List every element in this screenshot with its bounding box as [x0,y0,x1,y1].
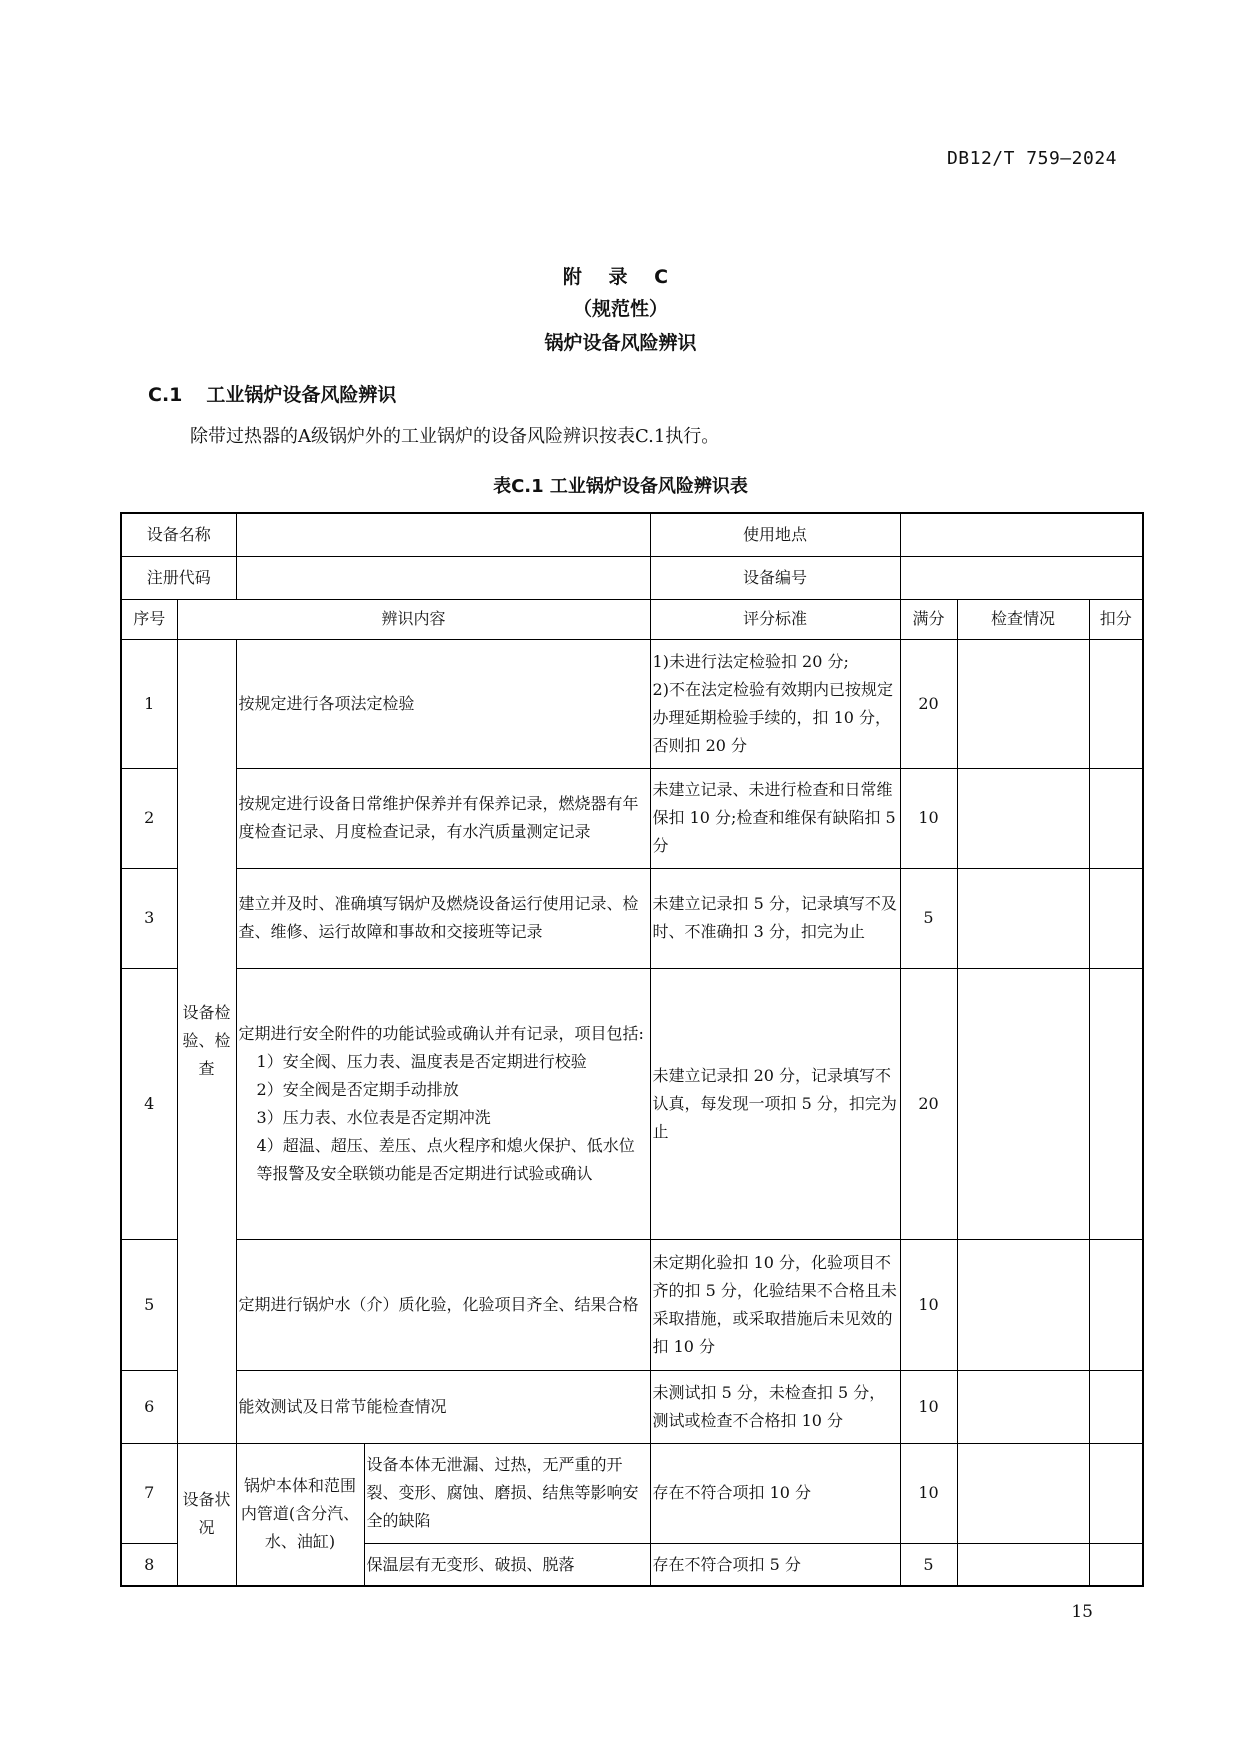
appendix-title: 附 录 C [562,266,679,288]
row-criteria: 存在不符合项扣 10 分 [650,1443,900,1543]
reg-code-label: 注册代码 [121,556,236,599]
device-name-label: 设备名称 [121,513,236,556]
row-inspection-cell[interactable] [957,968,1089,1239]
table-row [121,1443,1143,1543]
row-deduction-cell[interactable] [1089,1239,1143,1371]
category-inspection: 设备检验、检查 [177,640,236,1444]
row-content: 保温层有无变形、破损、脱落 [364,1544,650,1586]
row-seq: 7 [121,1443,177,1543]
table-row [121,869,1143,968]
row-full-score: 5 [900,869,957,968]
row-deduction-cell[interactable] [1089,869,1143,968]
row-full-score: 10 [900,1239,957,1371]
table-row [121,1239,1143,1371]
content-item: 2）安全阀是否定期手动排放 [256,1079,459,1099]
row-seq: 5 [121,1239,177,1371]
row-seq: 3 [121,869,177,968]
row-seq: 2 [121,768,177,868]
appendix-name: 锅炉设备风险辨识 [544,332,697,354]
row-content: 定期进行锅炉水（介）质化验，化验项目齐全、结果合格 [236,1239,650,1371]
device-no-label: 设备编号 [650,556,900,599]
row-criteria: 未定期化验扣 10 分，化验项目不齐的扣 5 分，化验结果不合格且未采取措施，或采取措施后未见效的扣 10 分 [650,1239,900,1371]
header-deduction: 扣分 [1089,599,1143,639]
row-full-score: 20 [900,640,957,769]
row-full-score: 5 [900,1544,957,1586]
criteria-line: 1)未进行法定检验扣 20 分; [652,651,849,671]
reg-code-value[interactable] [236,556,650,599]
row-content [236,968,650,1239]
row-content: 建立并及时、准确填写锅炉及燃烧设备运行使用记录、检查、维修、运行故障和事故和交接班等记录 [236,869,650,968]
location-value[interactable] [900,513,1143,556]
table-caption: 表C.1 工业锅炉设备风险辨识表 [493,476,748,497]
page-number: 15 [1071,1602,1093,1622]
row-deduction-cell[interactable] [1089,640,1143,769]
row-criteria: 未建立记录扣 20 分，记录填写不认真，每发现一项扣 5 分，扣完为止 [650,968,900,1239]
row-seq: 4 [121,968,177,1239]
row-inspection-cell[interactable] [957,869,1089,968]
body-paragraph: 除带过热器的A级锅炉外的工业锅炉的设备风险辨识按表C.1执行。 [190,426,720,447]
subcategory-boiler-body: 锅炉本体和范围内管道(含分汽、水、油缸) [236,1443,364,1586]
row-content: 按规定进行各项法定检验 [236,640,650,769]
row-full-score: 10 [900,1443,957,1543]
row-criteria [650,640,900,769]
row-deduction-cell[interactable] [1089,968,1143,1239]
row-content: 能效测试及日常节能检查情况 [236,1371,650,1443]
row-inspection-cell[interactable] [957,1239,1089,1371]
content-item: 1）安全阀、压力表、温度表是否定期进行校验 [256,1051,587,1071]
header-full-score: 满分 [900,599,957,639]
row-deduction-cell[interactable] [1089,1443,1143,1543]
row-criteria: 未建立记录扣 5 分，记录填写不及时、不准确扣 3 分，扣完为止 [650,869,900,968]
device-no-value[interactable] [900,556,1143,599]
criteria-line: 2)不在法定检验有效期内已按规定办理延期检验手续的，扣 10 分，否则扣 20 分 [652,679,893,755]
section-number: C.1 [148,384,183,406]
row-inspection-cell[interactable] [957,640,1089,769]
table-row [121,968,1143,1239]
risk-identification-table [120,512,1144,1587]
row-criteria: 未测试扣 5 分，未检查扣 5 分，测试或检查不合格扣 10 分 [650,1371,900,1443]
row-seq: 8 [121,1544,177,1586]
row-content: 设备本体无泄漏、过热，无严重的开裂、变形、腐蚀、磨损、结焦等影响安全的缺陷 [364,1443,650,1543]
table-row [121,640,1143,769]
row-inspection-cell[interactable] [957,1544,1089,1586]
row-criteria: 存在不符合项扣 5 分 [650,1544,900,1586]
row-seq: 1 [121,640,177,769]
row-deduction-cell[interactable] [1089,1544,1143,1586]
row-inspection-cell[interactable] [957,1443,1089,1543]
section-title: 工业锅炉设备风险辨识 [206,384,397,406]
row-content: 按规定进行设备日常维护保养并有保养记录，燃烧器有年度检查记录、月度检查记录，有水汽质量测定记录 [236,768,650,868]
header-criteria: 评分标准 [650,599,900,639]
table-row [121,1371,1143,1443]
content-item: 3）压力表、水位表是否定期冲洗 [256,1107,491,1127]
location-label: 使用地点 [650,513,900,556]
row-inspection-cell[interactable] [957,1371,1089,1443]
row-inspection-cell[interactable] [957,768,1089,868]
appendix-type: （规范性） [572,298,668,320]
row-deduction-cell[interactable] [1089,1371,1143,1443]
section-heading [148,380,396,407]
info-row-2 [121,556,1143,599]
row-deduction-cell[interactable] [1089,768,1143,868]
row-full-score: 10 [900,1371,957,1443]
info-row-1 [121,513,1143,556]
header-inspection: 检查情况 [957,599,1089,639]
row-full-score: 10 [900,768,957,868]
content-item: 4）超温、超压、差压、点火程序和熄火保护、低水位等报警及安全联锁功能是否定期进行试验或确认 [256,1135,635,1183]
document-id: DB12/T 759—2024 [946,148,1117,169]
header-content: 辨识内容 [177,599,650,639]
header-seq: 序号 [121,599,177,639]
content-intro: 定期进行安全附件的功能试验或确认并有记录，项目包括: [238,1023,644,1043]
category-condition: 设备状况 [177,1443,236,1586]
row-seq: 6 [121,1371,177,1443]
table-row [121,768,1143,868]
header-row [121,599,1143,639]
row-full-score: 20 [900,968,957,1239]
device-name-value[interactable] [236,513,650,556]
row-criteria: 未建立记录、未进行检查和日常维保扣 10 分;检查和维保有缺陷扣 5 分 [650,768,900,868]
